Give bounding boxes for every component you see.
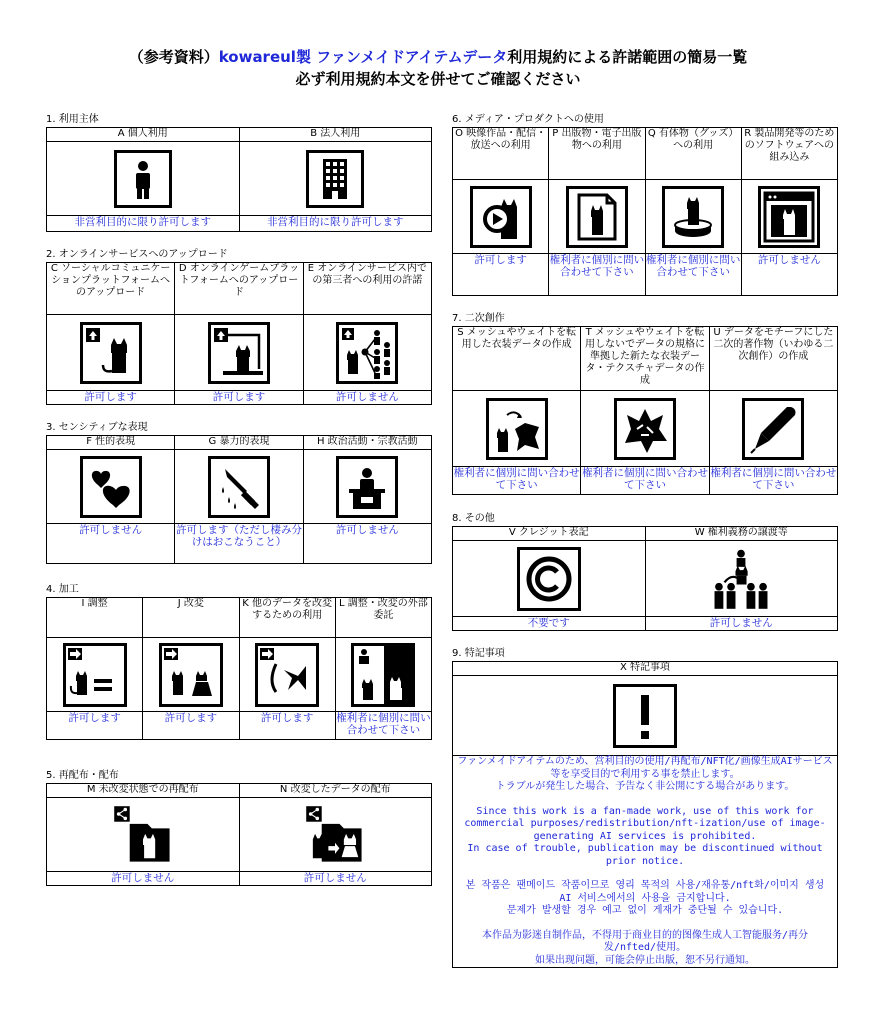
- video-icon: [470, 186, 532, 248]
- section-derivative-works: [452, 312, 838, 495]
- item-label: I 調整: [47, 598, 143, 638]
- status-text: 許可しません: [239, 872, 432, 886]
- podium-icon: [336, 456, 398, 518]
- notice-en-2: In case of trouble, publication may be discontinued without prior notice.: [467, 843, 823, 867]
- status-text: 権利者に個別に問い合わせて下さい: [581, 467, 709, 495]
- permission-table: [46, 597, 432, 740]
- section-title: 4. 加工: [46, 584, 79, 595]
- section-processing: [46, 583, 432, 740]
- item-label: D オンラインゲームプラットフォームへのアップロード: [175, 263, 303, 315]
- special-notes-table: [452, 661, 838, 968]
- permission-table: [46, 262, 432, 405]
- copyright-icon: [517, 547, 581, 611]
- notice-zh-1: 本作品为影迷自制作品，不得用于商业目的的图像生成人工智能服务/再分发/nfted/使用。: [481, 929, 809, 953]
- special-notes-text: [453, 756, 838, 968]
- notice-en-1: Since this work is a fan-made work, use of this work for commercial purposes/redistribution/nft-ization/use of image-generating AI services is prohibited.: [464, 805, 826, 842]
- exclamation-icon: [613, 684, 677, 748]
- permission-table: [452, 127, 838, 296]
- title-suffix: 利用規約による許諾範囲の簡易一覧: [507, 48, 748, 66]
- item-label: A 個人利用: [47, 128, 240, 142]
- item-label: N 改変したデータの配布: [239, 784, 432, 798]
- status-text: 権利者に個別に問い合わせて下さい: [645, 254, 741, 296]
- item-label: O 映像作品・配信・放送への利用: [453, 128, 549, 180]
- section-title: 5. 再配布・配布: [46, 770, 119, 781]
- status-text: 権利者に個別に問い合わせて下さい: [549, 254, 645, 296]
- building-icon: [306, 150, 364, 208]
- publication-icon: [566, 186, 628, 248]
- page-title-line2: 必ず利用規約本文を併せてご確認ください: [295, 70, 581, 88]
- status-text: 非営利目的に限り許可します: [239, 216, 432, 232]
- item-label: Q 有体物（グッズ）への利用: [645, 128, 741, 180]
- item-label: R 製品開発等のためのソフトウェアへの組み込み: [741, 128, 837, 180]
- status-text: 許可します（ただし棲み分けはおこなうこと）: [175, 524, 303, 564]
- notice-ja-1: ファンメイドアイテムのため、営利目的の使用/再配布/NFT化/画像生成AIサービス等を享受目的で利用する事を禁止します。: [457, 756, 833, 780]
- item-label: J 改変: [143, 598, 239, 638]
- outsource-icon: [351, 643, 415, 707]
- section-title: 7. 二次創作: [452, 313, 505, 324]
- item-label: L 調整・改変の外部委託: [335, 598, 431, 638]
- ribbon-icon: [255, 643, 319, 707]
- hearts-icon: [80, 456, 142, 518]
- permission-table: [46, 435, 432, 564]
- mesh-icon: [486, 398, 548, 460]
- item-label: F 性的表現: [47, 436, 175, 450]
- item-label: V クレジット表記: [453, 527, 646, 541]
- status-text: 許可します: [47, 391, 175, 405]
- permission-table: [452, 326, 838, 495]
- section-usage-subject: [46, 113, 432, 232]
- item-label: X 特記事項: [453, 662, 838, 676]
- title-product: kowareul製 ファンメイドアイテムデータ: [218, 48, 508, 66]
- status-text: 許可しません: [303, 391, 431, 405]
- section-redistribution: [46, 769, 432, 886]
- person-icon: [114, 150, 172, 208]
- item-label: E オンラインサービス内での第三者への利用の許諾: [303, 263, 431, 315]
- notice-zh-2: 如果出现问题，可能会停止出版，恕不另行通知。: [535, 954, 755, 966]
- section-media-product: [452, 113, 838, 296]
- section-sensitive-expression: [46, 421, 432, 564]
- status-text: 権利者に個別に問い合わせて下さい: [709, 467, 837, 495]
- adjust-icon: [63, 643, 127, 707]
- transfer-icon: [709, 547, 773, 611]
- status-text: 許可します: [175, 391, 303, 405]
- upload-game-icon: [208, 322, 270, 384]
- distribute-modified-icon: [304, 804, 366, 866]
- software-icon: [758, 186, 820, 248]
- status-text: 権利者に個別に問い合わせて下さい: [453, 467, 581, 495]
- status-text: 許可しません: [645, 617, 838, 631]
- item-label: T メッシュやウェイトを転用しないでデータの規格に準拠した新たな衣装データ・テクスチャデータの作成: [581, 327, 709, 391]
- status-text: 不要です: [453, 617, 646, 631]
- status-text: 権利者に個別に問い合わせて下さい: [335, 712, 431, 740]
- notice-ja-2: トラブルが発生した場合、予告なく非公開にする場合があります。: [495, 781, 795, 792]
- notice-ko-2: 문제가 발생할 경우 예고 없이 게재가 중단될 수 있습니다.: [506, 905, 784, 916]
- item-label: P 出版物・電子出版物への利用: [549, 128, 645, 180]
- status-text: 許可します: [47, 712, 143, 740]
- pen-icon: [742, 398, 804, 460]
- notice-ko-1: 본 작품은 팬메이드 작품이므로 영리 목적의 사용/재유통/nft화/이미지 생성 AI 서비스에서의 사용을 금지합니다.: [465, 880, 825, 904]
- upload-cat-icon: [80, 322, 142, 384]
- status-text: 許可しません: [47, 872, 240, 886]
- item-label: G 暴力的表現: [175, 436, 303, 450]
- section-title: 6. メディア・プロダクトへの使用: [452, 114, 604, 125]
- section-title: 2. オンラインサービスへのアップロード: [46, 249, 228, 260]
- section-special-notes: [452, 647, 838, 968]
- status-text: 許可しません: [741, 254, 837, 296]
- item-label: S メッシュやウェイトを転用した衣装データの作成: [453, 327, 581, 391]
- section-title: 9. 特記事項: [452, 648, 505, 659]
- status-text: 許可します: [453, 254, 549, 296]
- item-label: M 未改変状態での再配布: [47, 784, 240, 798]
- redistribute-icon: [112, 804, 174, 866]
- item-label: K 他のデータを改変するための利用: [239, 598, 335, 638]
- permission-table: [46, 783, 432, 886]
- status-text: 許可しません: [303, 524, 431, 564]
- section-online-upload: [46, 248, 432, 405]
- item-label: C ソーシャルコミュニケーションプラットフォームへのアップロード: [47, 263, 175, 315]
- item-label: B 法人利用: [239, 128, 432, 142]
- status-text: 許可します: [143, 712, 239, 740]
- section-title: 3. センシティブな表現: [46, 422, 148, 433]
- modify-icon: [159, 643, 223, 707]
- item-label: W 権利義務の譲渡等: [645, 527, 838, 541]
- page-title-line1: [0, 46, 876, 67]
- section-title: 1. 利用主体: [46, 114, 99, 125]
- status-text: 許可しません: [47, 524, 175, 564]
- permission-table: [452, 526, 838, 631]
- goods-icon: [662, 186, 724, 248]
- status-text: 非営利目的に限り許可します: [47, 216, 240, 232]
- section-other: [452, 512, 838, 631]
- section-title: 8. その他: [452, 513, 495, 524]
- share-third-party-icon: [336, 322, 398, 384]
- permission-table: [46, 127, 432, 232]
- title-prefix: （参考資料）: [128, 48, 219, 66]
- knife-icon: [208, 456, 270, 518]
- item-label: U データをモチーフにした二次的著作物（いわゆる二次創作）の作成: [709, 327, 837, 391]
- item-label: H 政治活動・宗教活動: [303, 436, 431, 450]
- status-text: 許可します: [239, 712, 335, 740]
- texture-icon: [614, 398, 676, 460]
